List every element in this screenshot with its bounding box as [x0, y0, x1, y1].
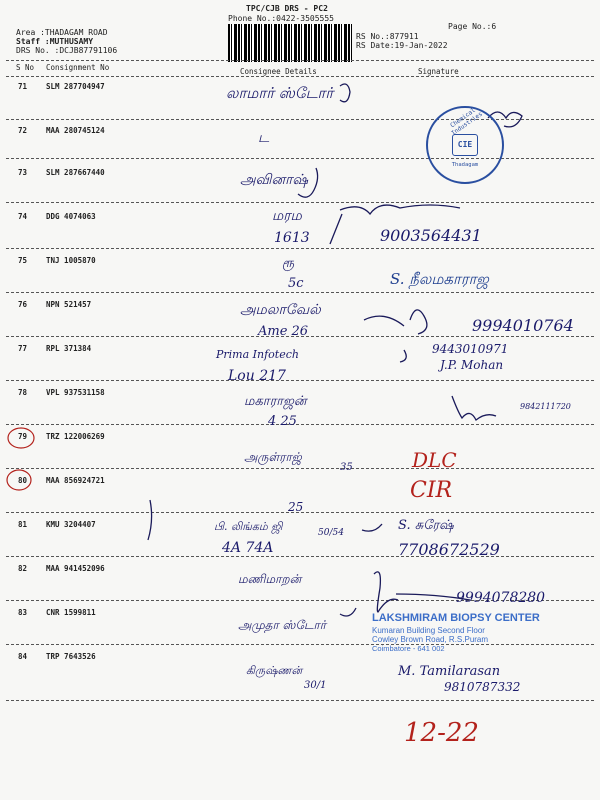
seal-text: Chemical Industries	[449, 106, 484, 138]
handwriting-phone-77: 9443010971	[432, 342, 509, 356]
phone-number: Phone No.:0422-3505555	[228, 14, 334, 23]
handwriting-signature-75: S. நீலமகாராஜ	[390, 270, 489, 288]
handwriting-status-79: DLC	[412, 448, 457, 472]
row-82-sno: 82	[18, 564, 28, 573]
row-72-sno: 72	[18, 126, 28, 135]
handwriting-phone-82: 9994078280	[456, 590, 546, 606]
signature-row-81	[362, 524, 382, 531]
handwriting-phone-74: 9003564431	[380, 226, 482, 245]
signature-row-83	[340, 608, 356, 616]
row-79-sno: 79	[18, 432, 28, 441]
handwriting-door-78: 4 25	[268, 414, 297, 429]
col-signature: Signature	[418, 67, 459, 76]
area-field: Area :THADAGAM ROAD	[16, 28, 108, 37]
row-78-consignment: VPL 937531158	[46, 388, 105, 397]
handwriting-door-80: 25	[288, 500, 304, 514]
row-74-sno: 74	[18, 212, 28, 221]
row-72-consignment: MAA 280745124	[46, 126, 105, 135]
handwriting-address-81: 4A 74A	[222, 540, 274, 556]
row-80-sno: 80	[18, 476, 28, 485]
stamp-line-4: Coimbatore - 641 002	[372, 644, 445, 653]
signature-row-76	[364, 310, 427, 334]
handwriting-door-77: Lou 217	[228, 368, 286, 384]
row-84-sno: 84	[18, 652, 28, 661]
seal-bottom-text: Thadagam	[451, 162, 479, 168]
row-73-consignment: SLM 287667440	[46, 168, 105, 177]
handwriting-status-80: CIR	[410, 478, 453, 503]
handwriting-door-81: 50/54	[318, 528, 344, 538]
handwriting-phone-78: 9842111720	[520, 402, 571, 411]
row-78-sno: 78	[18, 388, 28, 397]
row-81-consignment: KMU 3204407	[46, 520, 96, 529]
handwriting-signature-81: S. சுரேஷ்	[398, 518, 454, 533]
handwriting-door-79: 35	[340, 462, 353, 473]
handwriting-consignee-77: Prima Infotech	[216, 348, 299, 361]
handwriting-door-84: 30/1	[304, 680, 327, 691]
rs-number: RS No.:877911	[356, 32, 419, 41]
row-74-consignment: DDG 4074063	[46, 212, 96, 221]
page-number: Page No.:6	[448, 22, 497, 31]
handwriting-consignee-81: பி. லிங்கம் ஜி	[214, 520, 283, 533]
staff-field: Staff :MUTHUSAMY	[16, 37, 94, 46]
handwriting-consignee-83: அமுதா ஸ்டோர்	[238, 618, 327, 632]
stamp-line-2: Kumaran Building Second Floor	[372, 626, 485, 635]
col-consignment: Consignment No	[46, 63, 110, 72]
signature-row-82	[374, 572, 470, 612]
handwriting-consignee-79: அருள்ராஜ்	[244, 450, 302, 464]
signature-row-73	[298, 168, 318, 197]
signature-row-71	[340, 84, 350, 102]
signature-row-78	[452, 396, 496, 420]
handwriting-door-74: 1613	[274, 230, 310, 246]
handwriting-door-75: 5c	[288, 276, 304, 291]
row-82-consignment: MAA 941452096	[46, 564, 105, 573]
row-75-consignment: TNJ 1005870	[46, 256, 96, 265]
row-75-sno: 75	[18, 256, 28, 265]
row-80-consignment: MAA 856924721	[46, 476, 105, 485]
stamp-line-3: Cowley Brown Road, R.S.Puram	[372, 635, 489, 644]
company-seal-stamp	[426, 106, 504, 184]
lab-address-stamp	[372, 612, 588, 664]
row-77-sno: 77	[18, 344, 28, 353]
handwriting-signature-84: M. Tamilarasan	[398, 664, 501, 679]
row-73-sno: 73	[18, 168, 28, 177]
handwriting-consignee-78: மகாராஜன்	[244, 394, 307, 409]
row-77-consignment: RPL 371384	[46, 344, 92, 353]
stamp-line-1: LAKSHMIRAM BIOPSY CENTER	[372, 612, 540, 624]
handwriting-phone-81: 7708672529	[398, 540, 500, 559]
signature-row-74	[330, 205, 460, 244]
seal-center: CIE	[452, 134, 478, 156]
row-76-consignment: NPN 521457	[46, 300, 92, 309]
handwriting-consignee-82: மணிமாறன்	[238, 572, 302, 586]
handwriting-consignee-76: அமலாவேல்	[240, 302, 321, 318]
handwriting-signature-77: J.P. Mohan	[440, 358, 504, 372]
row-83-consignment: CNR 1599811	[46, 608, 96, 617]
handwriting-consignee-72: ட	[258, 130, 270, 146]
handwriting-door-76: Ame 26	[258, 324, 309, 339]
handwriting-total-count: 12-22	[404, 718, 479, 748]
handwriting-phone-76: 9994010764	[472, 316, 574, 335]
rs-date: RS Date:19-Jan-2022	[356, 41, 448, 50]
handwriting-consignee-74: மரம	[272, 208, 302, 224]
row-81-sno: 81	[18, 520, 28, 529]
row-71-sno: 71	[18, 82, 28, 91]
row-71-consignment: SLM 287704947	[46, 82, 105, 91]
drs-number: DRS No. :DCJB87791106	[16, 46, 118, 55]
document-title: TPC/CJB DRS - PC2	[246, 4, 328, 13]
handwriting-consignee-75: ரூ	[282, 256, 295, 271]
signature-row-80	[148, 500, 152, 540]
handwriting-consignee-71: லாமார் ஸ்டோர்	[226, 84, 334, 102]
col-consignee: Consignee Details	[240, 67, 317, 76]
row-76-sno: 76	[18, 300, 28, 309]
col-sno: S No	[16, 63, 35, 72]
row-79-consignment: TRZ 122006269	[46, 432, 105, 441]
row-83-sno: 83	[18, 608, 28, 617]
row-84-consignment: TRP 7643526	[46, 652, 96, 661]
signature-row-77	[400, 350, 406, 362]
handwriting-consignee-84: கிருஷ்ணன்	[246, 664, 303, 677]
handwriting-consignee-73: அவினாஷ்	[240, 172, 309, 188]
handwriting-phone-84: 9810787332	[444, 680, 521, 694]
